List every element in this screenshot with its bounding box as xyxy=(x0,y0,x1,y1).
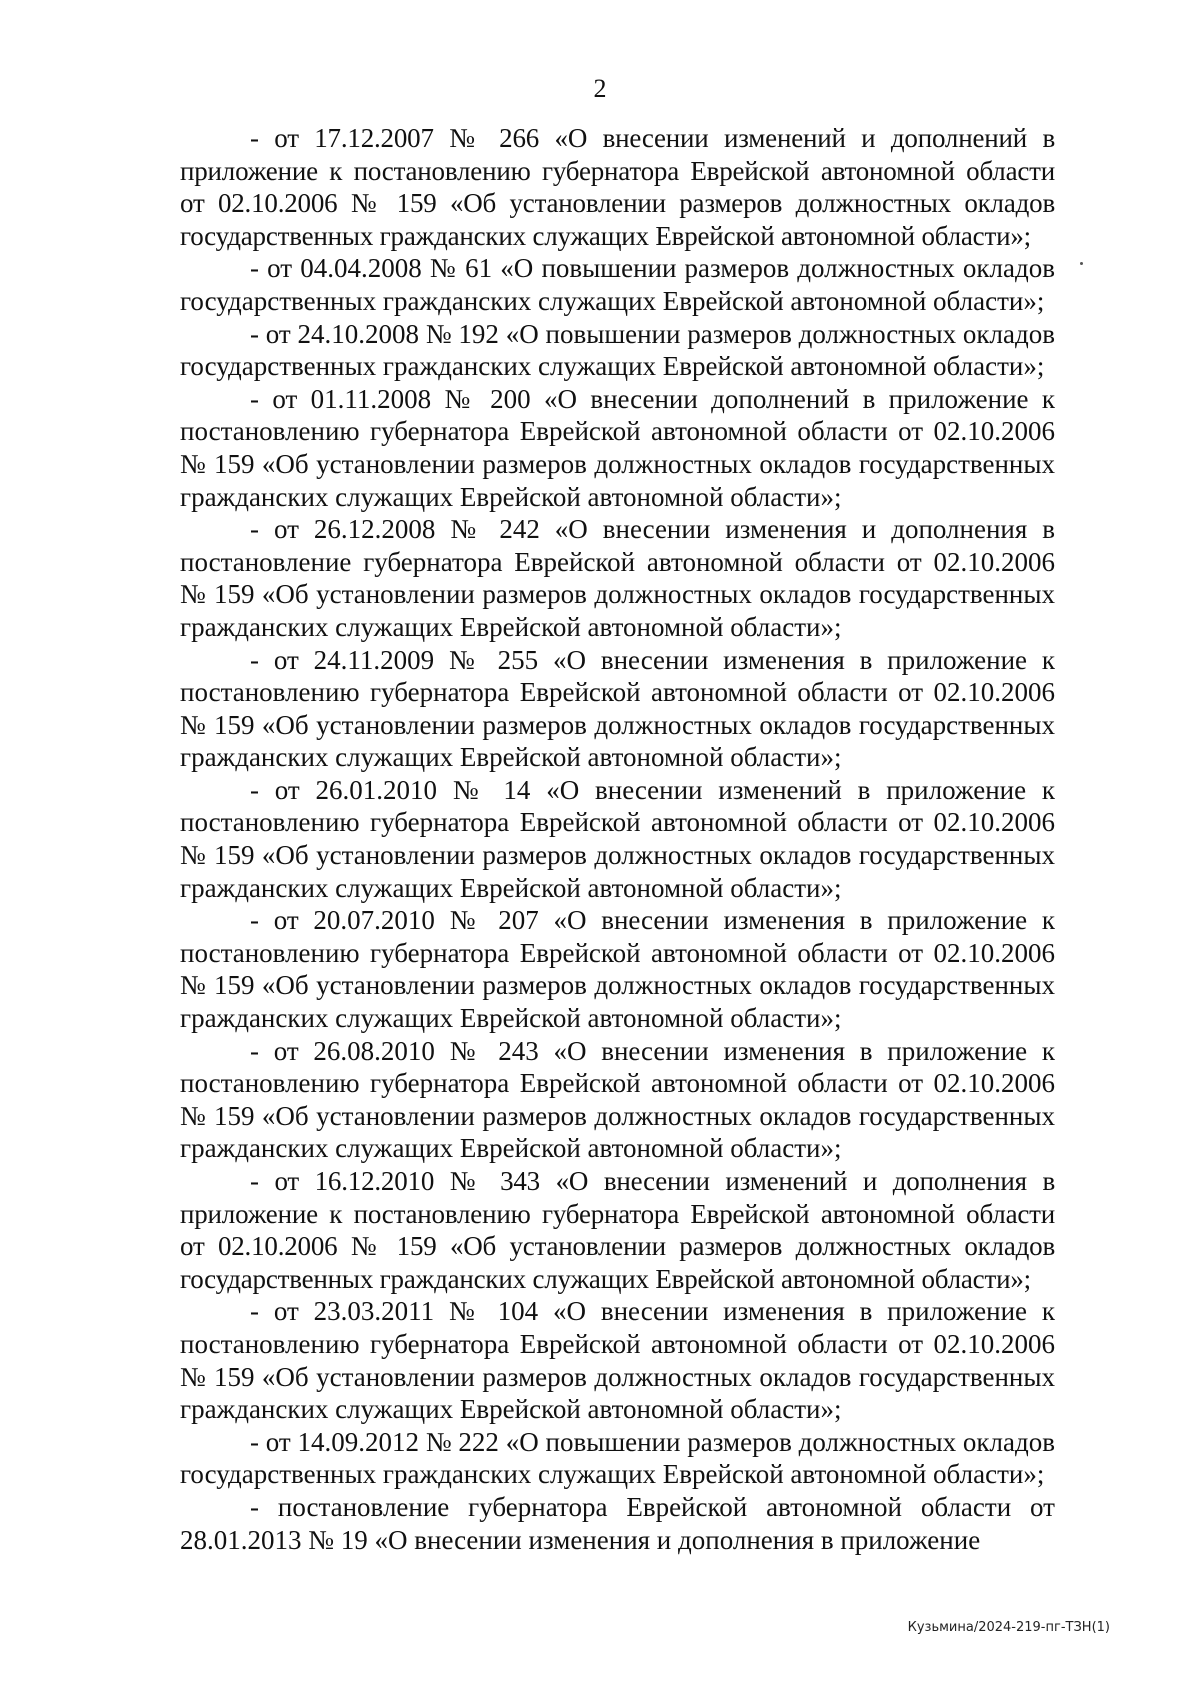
list-item-2010-14: - от 26.01.2010 № 14 «О внесении изменений в приложение к постановлению губернатора Еврейской автономной области от 02.10.2006 № 159 «Об установлении размеров должностных окладов государственных гражданских служащих Еврейской автономной области»; xyxy=(180,774,1055,903)
list-item-2013-19: - постановление губернатора Еврейской автономной области от 28.01.2013 № 19 «О внесении изменения и дополнения в приложение xyxy=(180,1491,1055,1555)
list-item-2010-343: - от 16.12.2010 № 343 «О внесении изменений и дополнения в приложение к постановлению губернатора Еврейской автономной области от 02.10.2006 № 159 «Об установлении размеров должностных окладов государственных гражданских служащих Еврейской автономной области»; xyxy=(180,1166,1055,1294)
list-item-2009-255: - от 24.11.2009 № 255 «О внесении изменения в приложение к постановлению губернатора Еврейской автономной области от 02.10.2006 № 159 «Об установлении размеров должностных окладов государственных гражданских служащих Еврейской автономной области»; xyxy=(180,644,1055,773)
document-body xyxy=(180,122,1055,1556)
page-number: 2 xyxy=(593,74,607,103)
list-item-2008-200: - от 01.11.2008 № 200 «О внесении дополнений в приложение к постановлению губернатора Еврейской автономной области от 02.10.2006 № 159 «Об установлении размеров должностных окладов государственных гражданских служащих Еврейской автономной области»; xyxy=(180,383,1055,512)
footer-document-code: Кузьмина/2024-219-пг-ТЗН(1) xyxy=(907,1620,1110,1635)
list-item-2008-61: - от 04.04.2008 № 61 «О повышении размеров должностных окладов государственных гражданских служащих Еврейской автономной области»; xyxy=(180,253,1055,316)
list-item-2010-207: - от 20.07.2010 № 207 «О внесении изменения в приложение к постановлению губернатора Еврейской автономной области от 02.10.2006 № 159 «Об установлении размеров должностных окладов государственных гражданских служащих Еврейской автономной области»; xyxy=(180,905,1055,1034)
list-item-2011-104: - от 23.03.2011 № 104 «О внесении изменения в приложение к постановлению губернатора Еврейской автономной области от 02.10.2006 № 159 «Об установлении размеров должностных окладов государственных гражданских служащих Еврейской автономной области»; xyxy=(180,1296,1055,1425)
list-item-2012-222: - от 14.09.2012 № 222 «О повышении размеров должностных окладов государственных гражданских служащих Еврейской автономной области»; xyxy=(180,1426,1055,1490)
list-item-2008-242: - от 26.12.2008 № 242 «О внесении изменения и дополнения в постановление губернатора Еврейской автономной области от 02.10.2006 № 159 «Об установлении размеров должностных окладов государственных гражданских служащих Еврейской автономной области»; xyxy=(180,514,1055,642)
list-item-2010-243: - от 26.08.2010 № 243 «О внесении изменения в приложение к постановлению губернатора Еврейской автономной области от 02.10.2006 № 159 «Об установлении размеров должностных окладов государственных гражданских служащих Еврейской автономной области»; xyxy=(180,1035,1055,1164)
list-item-2007-266: - от 17.12.2007 № 266 «О внесении изменений и дополнений в приложение к постановлению губернатора Еврейской автономной области от 02.10.2006 № 159 «Об установлении размеров должностных окладов государственных гражданских служащих Еврейской автономной области»; xyxy=(180,123,1055,251)
scan-speck xyxy=(1080,262,1083,265)
list-item-2008-192: - от 24.10.2008 № 192 «О повышении размеров должностных окладов государственных гражданских служащих Еврейской автономной области»; xyxy=(180,318,1055,382)
